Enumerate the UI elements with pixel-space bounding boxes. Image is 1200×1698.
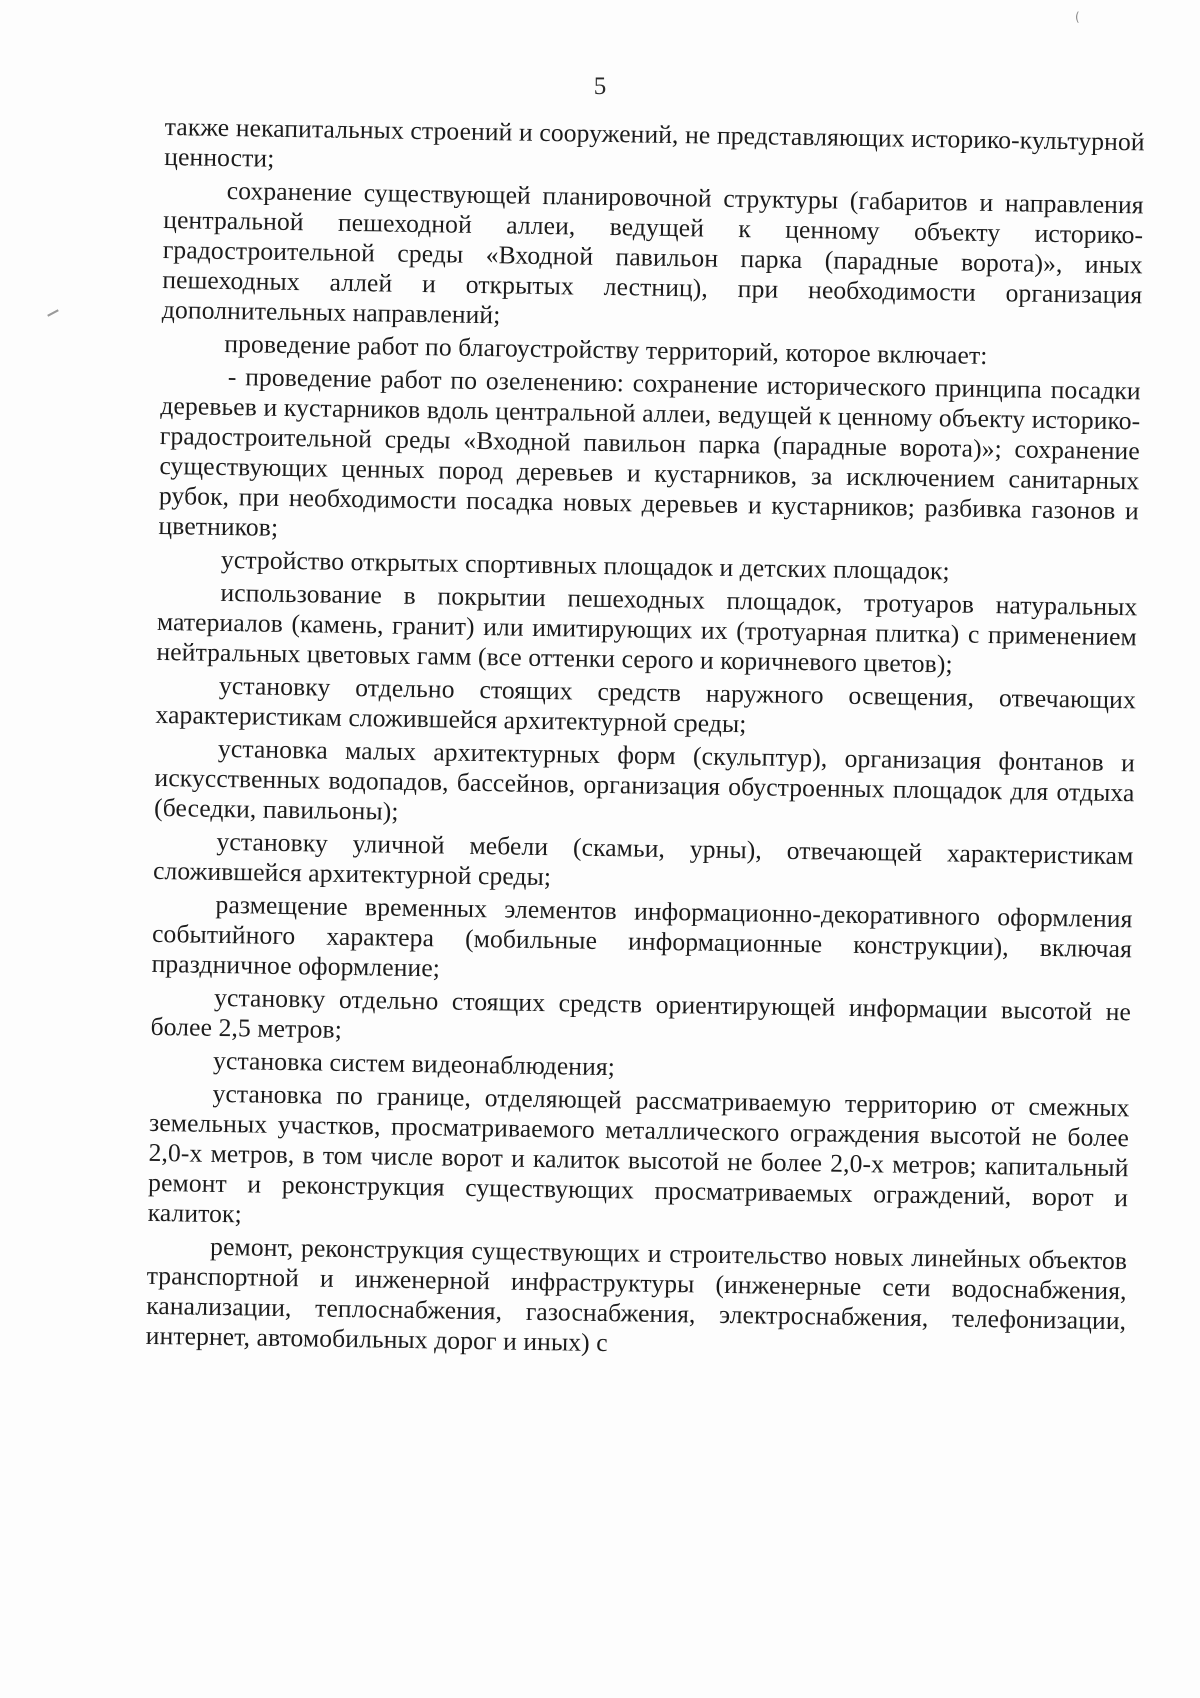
paragraph-2: сохранение существующей планировочной структуры (габаритов и направления центральной пешеходной аллеи, ведущей к ценному объекту историко-градостроительной среды «Входной павильон парка (парадные ворота)», иных пешеходных аллей и открытых лестниц), при необходимости организация дополнительных направлений; xyxy=(161,175,1144,330)
paragraph-1: также некапитальных строений и сооружений, не представляющих историко-культурной ценности; xyxy=(164,112,1145,173)
paragraph-7: установку отдельно стоящих средств наружного освещения, отвечающих характеристикам сложившейся архитектурной среды; xyxy=(155,670,1137,739)
paragraph-14: ремонт, реконструкция существующих и строительство новых линейных объектов транспортной и инженерной инфраструктуры (инженерные сети водоснабжения, канализации, теплоснабжения, газоснабжения, электроснабжения, телефонизации, интернет, автомобильных дорог и иных) с xyxy=(145,1231,1128,1358)
paragraph-3: проведение работ по благоустройству территорий, которое включает: xyxy=(224,328,988,370)
paragraph-5: устройство открытых спортивных площадок и детских площадок; xyxy=(220,544,950,586)
paragraph-11: установку отдельно стоящих средств ориентирующей информации высотой не более 2,5 метров; xyxy=(150,982,1132,1044)
document-body xyxy=(145,112,1144,1369)
paragraph-4: - проведение работ по озеленению: сохранение исторического принципа посадки деревьев и кустарников вдоль центральной аллеи, ведущей к ценному объекту историко-градостроительной среды «Входной павильон парка (парадные ворота)»; сохранение существующих ценных пород деревьев и кустарников, за исключением санитарных рубок, при необходимости посадка новых деревьев и кустарников; разбивка газонов и цветников; xyxy=(158,362,1141,542)
paragraph-6: использование в покрытии пешеходных площадок, тротуаров натуральных материалов (камень, гранит) или имитирующих их (тротуарная плитка) с применением нейтральных цветовых гамм (все оттенки серого и коричневого цветов); xyxy=(156,577,1138,679)
page-number: 5 xyxy=(593,73,607,100)
paragraph-13: установка по границе, отделяющей рассматриваемую территорию от смежных земельных участков, просматриваемого металлического ограждения высотой не более 2,0-х метров, в том числе ворот и калиток высотой не более 2,0-х метров; капитальный ремонт и реконструкция существующих просматриваемых ограждений, ворот и калиток; xyxy=(147,1078,1130,1229)
paragraph-8: установка малых архитектурных форм (скульптур), организация фонтанов и искусственных водопадов, бассейнов, организация обустроенных площадок для отдыха (беседки, павильоны); xyxy=(153,733,1136,826)
paragraph-9: установку уличной мебели (скамьи, урны), отвечающей характеристикам сложившейся архитектурной среды; xyxy=(152,826,1134,892)
scan-artifact-dash xyxy=(47,309,59,316)
paragraph-10: размещение временных элементов информационно-декоративного оформления событийного характера (мобильные информационные конструкции), включая праздничное оформление; xyxy=(151,889,1133,983)
scan-artifact-mark: ( xyxy=(1075,10,1080,24)
paragraph-12: установка систем видеонаблюдения; xyxy=(212,1045,616,1082)
